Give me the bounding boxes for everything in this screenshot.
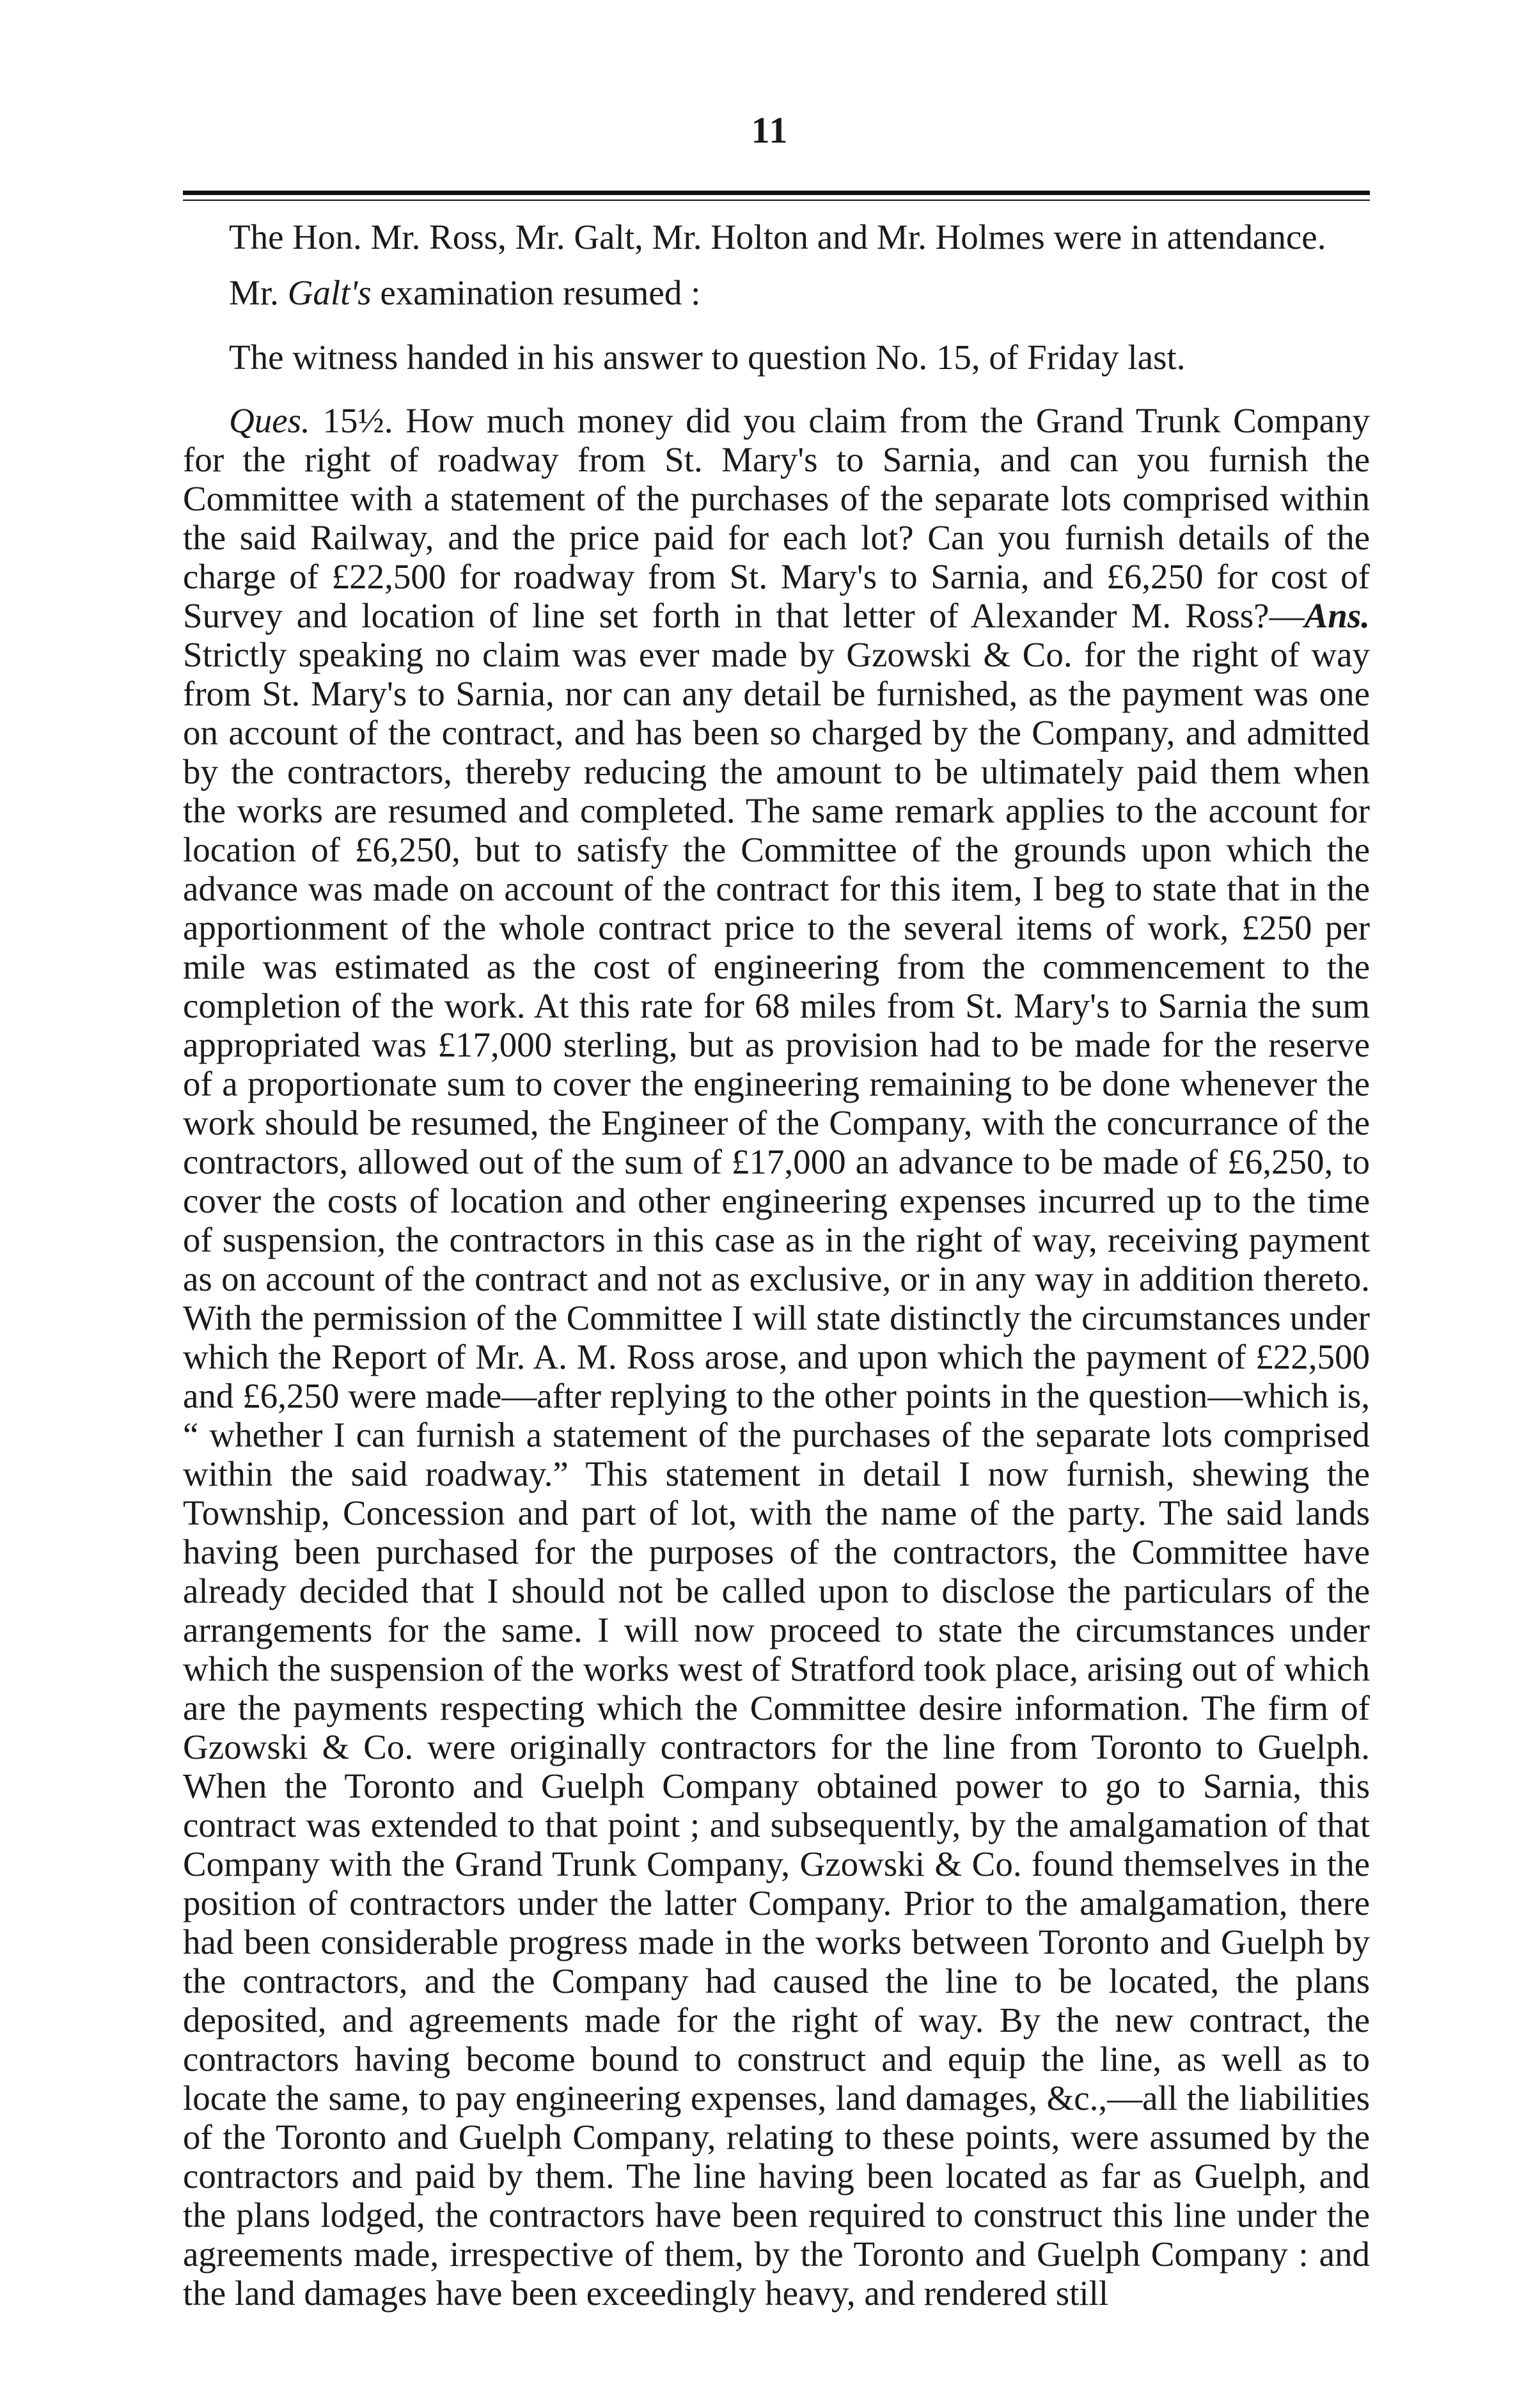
header-rule-thin: [183, 200, 1370, 201]
examination-prefix: Mr.: [229, 273, 288, 312]
witness-paragraph: The witness handed in his answer to question No. 15, of Friday last.: [229, 338, 1186, 377]
question-body: How much money did you claim from the Grand Trunk Company for the right of roadway from St. Mary's to Sarnia, and can you furnish the Committee with a statement of the purchases of the separate lots comprised within the said Railway, and the price paid for each lot? Can you furnish details of the charge of £22,500 for roadway from St. Mary's to Sarnia, and £6,250 for cost of Survey and location of line set forth in that letter of Alexander M. Ross?—: [183, 401, 1370, 635]
examination-suffix: examination resumed :: [371, 273, 701, 312]
examination-witness-name: Galt's: [287, 273, 372, 312]
header-rule-thick: [183, 191, 1370, 195]
page-number: 11: [751, 109, 789, 151]
body-text: [183, 217, 1370, 2313]
question-label: Ques.: [229, 401, 310, 440]
question-number: 15½.: [310, 401, 406, 440]
answer-body: Strictly speaking no claim was ever made by Gzowski & Co. for the right of way from St. Mary's to Sarnia, nor can any detail be furnished, as the payment was one on account of the contract, and has been so charged by the Company, and admitted by the contractors, thereby reducing the amount to be ultimately paid them when the works are resumed and completed. The same remark applies to the account for location of £6,250, but to satisfy the Committee of the grounds upon which the advance was made on account of the contract for this item, I beg to state that in the apportionment of the whole contract price to the several items of work, £250 per mile was estimated as the cost of engineering from the commencement to the completion of the work. At this rate for 68 miles from St. Mary's to Sarnia the sum appropriated was £17,000 sterling, but as provision had to be made for the reserve of a proportionate sum to cover the engineering remaining to be done whenever the work should be resumed, the Engineer of the Company, with the concurrance of the contractors, allowed out of the sum of £17,000 an advance to be made of £6,250, to cover the costs of location and other engineering expenses incurred up to the time of suspension, the contractors in this case as in the right of way, receiving payment as on account of the contract and not as exclusive, or in any way in addition thereto. With the permission of the Committee I will state distinctly the circumstances under which the Report of Mr. A. M. Ross arose, and upon which the payment of £22,500 and £6,250 were made—after replying to the other points in the question—which is, “ whether I can furnish a statement of the purchases of the separate lots comprised within the said roadway.” This statement in detail I now furnish, shewing the Township, Concession and part of lot, with the name of the party. The said lands having been purchased for the purposes of the contractors, the Committee have already decided that I should not be called upon to disclose the particulars of the arrangements for the same. I will now proceed to state the circumstances under which the suspension of the works west of Stratford took place, arising out of which are the payments respecting which the Committee desire information. The firm of Gzowski & Co. were originally contractors for the line from Toronto to Guelph. When the Toronto and Guelph Company obtained power to go to Sarnia, this contract was extended to that point ; and subsequently, by the amalgamation of that Company with the Grand Trunk Company, Gzowski & Co. found themselves in the position of contractors under the latter Company. Prior to the amalgamation, there had been considerable progress made in the works between Toronto and Guelph by the contractors, and the Company had caused the line to be located, the plans deposited, and agreements made for the right of way. By the new contract, the contractors having become bound to construct and equip the line, as well as to locate the same, to pay engineering expenses, land damages, &c.,—all the liabilities of the Toronto and Guelph Company, relating to these points, were assumed by the contractors and paid by them. The line having been located as far as Guelph, and the plans lodged, the contractors have been required to construct this line under the agreements made, irrespective of them, by the Toronto and Guelph Company : and the land damages have been exceedingly heavy, and rendered still: [183, 635, 1370, 2313]
examination-paragraph: [183, 273, 1370, 312]
answer-label: Ans.: [1304, 596, 1370, 635]
attendance-paragraph: The Hon. Mr. Ross, Mr. Galt, Mr. Holton and Mr. Holmes were in attendance.: [229, 217, 1326, 256]
question-answer-paragraph: [183, 401, 1370, 2313]
